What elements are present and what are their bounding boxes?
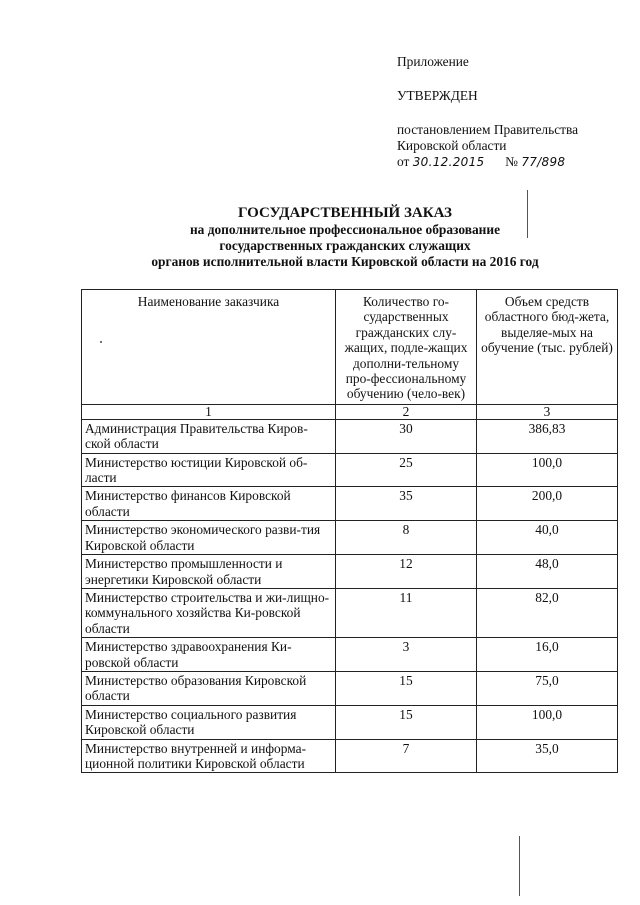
table-row: [82, 487, 618, 521]
table-row: [82, 588, 618, 637]
budget-amount: 75,0: [477, 671, 618, 705]
resolution-date: 30.12.2015: [412, 155, 485, 169]
employee-count: 30: [336, 419, 477, 453]
table-row: [82, 555, 618, 589]
date-prefix: от: [397, 154, 410, 169]
employee-count: 15: [336, 671, 477, 705]
customer-name: Администрация Правительства Киров-ской области: [82, 419, 336, 453]
customer-name: Министерство юстиции Кировской об-ласти: [82, 453, 336, 487]
title-line-3: государственных гражданских служащих: [219, 238, 471, 253]
employee-count: 25: [336, 453, 477, 487]
column-number: 2: [336, 404, 477, 419]
table-row: [82, 521, 618, 555]
budget-amount: 386,83: [477, 419, 618, 453]
customer-name: Министерство социального развития Кировской области: [82, 705, 336, 739]
order-table: [81, 289, 618, 773]
title-line-2: на дополнительное профессиональное образование: [189, 222, 501, 237]
budget-amount: 82,0: [477, 588, 618, 637]
title-heading: ГОСУДАРСТВЕННЫЙ ЗАКАЗ: [238, 205, 452, 221]
resolution-line-1: постановлением Правительства: [397, 122, 579, 137]
employee-count: 3: [336, 638, 477, 672]
budget-amount: 200,0: [477, 487, 618, 521]
table-row: [82, 739, 618, 773]
number-prefix: №: [505, 154, 518, 169]
employee-count: 11: [336, 588, 477, 637]
budget-amount: 40,0: [477, 521, 618, 555]
column-number: 1: [82, 404, 336, 419]
customer-name: Министерство строительства и жи-лищно-коммунального хозяйства Ки-ровской области: [82, 588, 336, 637]
column-number: 3: [477, 404, 618, 419]
employee-count: 7: [336, 739, 477, 773]
approved-label: УТВЕРЖДЕН: [397, 88, 478, 103]
table-row: [82, 419, 618, 453]
appendix-label: Приложение: [397, 54, 469, 69]
approval-block: [397, 54, 632, 170]
resolution-number: 77/898: [521, 155, 566, 169]
customer-name: Министерство финансов Кировской области: [82, 487, 336, 521]
customer-name: Министерство экономического разви-тия Кировской области: [82, 521, 336, 555]
table-row: [82, 638, 618, 672]
customer-name: Министерство здравоохранения Ки-ровской области: [82, 638, 336, 672]
employee-count: 8: [336, 521, 477, 555]
budget-amount: 100,0: [477, 705, 618, 739]
scan-line: [519, 836, 520, 896]
header-customer: Наименование заказчика: [82, 290, 336, 405]
employee-count: 12: [336, 555, 477, 589]
customer-name: Министерство образования Кировской области: [82, 671, 336, 705]
header-amount: Объем средств областного бюд-жета, выделяе-мых на обучение (тыс. рублей): [477, 290, 618, 405]
table-row: [82, 705, 618, 739]
budget-amount: 35,0: [477, 739, 618, 773]
resolution-date-line: [397, 154, 632, 170]
resolution-line-2: Кировской области: [397, 138, 507, 153]
budget-amount: 48,0: [477, 555, 618, 589]
document-title: [70, 204, 620, 270]
budget-amount: 16,0: [477, 638, 618, 672]
table-column-numbers: [82, 404, 618, 419]
table-row: [82, 453, 618, 487]
customer-name: Министерство промышленности и энергетики Кировской области: [82, 555, 336, 589]
table-row: [82, 671, 618, 705]
title-line-4: органов исполнительной власти Кировской области на 2016 год: [151, 254, 539, 269]
scan-line: [527, 190, 528, 238]
employee-count: 15: [336, 705, 477, 739]
budget-amount: 100,0: [477, 453, 618, 487]
header-count: Количество го-сударственных гражданских слу-жащих, подле-жащих дополни-тельному про-фессиональному обучению (чело-век): [336, 290, 477, 405]
employee-count: 35: [336, 487, 477, 521]
customer-name: Министерство внутренней и информа-ционной политики Кировской области: [82, 739, 336, 773]
table-header-row: [82, 290, 618, 405]
